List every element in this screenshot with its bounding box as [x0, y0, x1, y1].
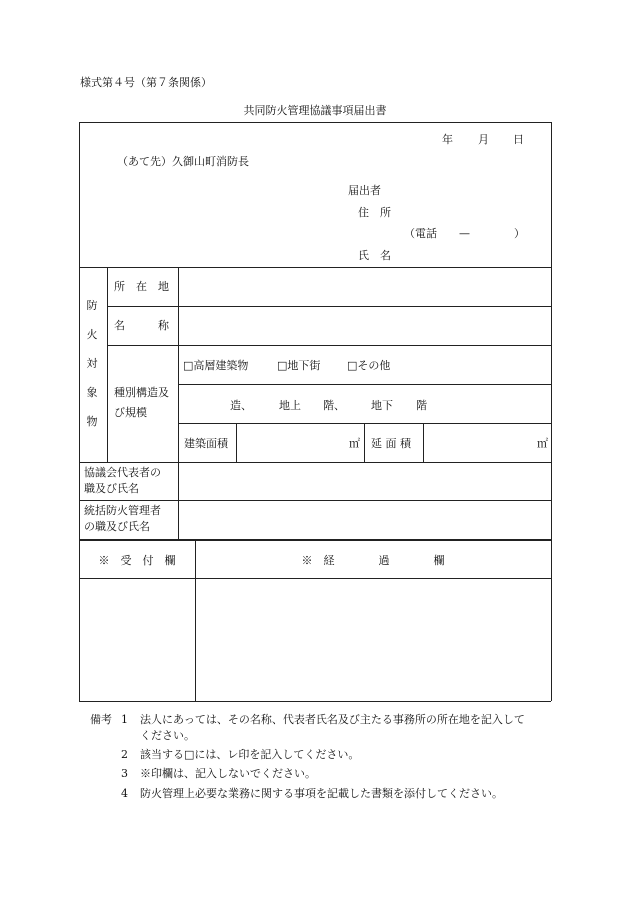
- applicant-label: 届出者: [348, 184, 381, 197]
- checkbox-underground[interactable]: □地下街: [277, 359, 321, 372]
- structure-floor-below: 階: [416, 399, 427, 412]
- checkbox-other[interactable]: □その他: [347, 359, 391, 372]
- structure-zou: 造、: [230, 399, 252, 412]
- structure-above: 地上: [279, 399, 301, 412]
- note-3: ※印欄は、記入しないでください。: [140, 767, 316, 780]
- reception-header: ※ 受 付 欄: [98, 554, 176, 567]
- note-2: 該当する□には、レ印を記入してください。: [140, 748, 360, 761]
- notes-prefix: 備考: [90, 713, 112, 726]
- total-area-label: 延 面 積: [371, 437, 411, 450]
- location-label: 所 在 地: [114, 280, 169, 293]
- structure-floor-above: 階、: [323, 399, 345, 412]
- applicant-address-label: 住 所: [358, 206, 391, 219]
- note-1-cont: ください。: [140, 729, 195, 742]
- page-title: 共同防火管理協議事項届出書: [243, 104, 387, 117]
- note-4: 防火管理上必要な業務に関する事項を記載した書類を添付してください。: [140, 787, 503, 800]
- total-area-unit: ㎡: [537, 437, 548, 450]
- applicant-phone: （電話 — ）: [404, 227, 525, 240]
- addressee: （あて先）久御山町消防長: [117, 155, 249, 168]
- structure-below: 地下: [371, 399, 393, 412]
- checkbox-high-rise[interactable]: □高層建築物: [183, 359, 249, 372]
- name-label: 名 称: [114, 319, 169, 332]
- building-area-unit: ㎡: [349, 437, 360, 450]
- note-1: 法人にあっては、その名称、代表者氏名及び主たる事務所の所在地を記入して: [140, 713, 525, 726]
- building-area-label: 建築面積: [184, 437, 228, 450]
- applicant-name-label: 氏 名: [358, 249, 391, 262]
- date-month: 月: [478, 133, 489, 146]
- date-day: 日: [513, 133, 524, 146]
- form-number: 様式第４号（第７条関係）: [80, 76, 212, 89]
- date-year: 年: [442, 133, 453, 146]
- progress-header: ※ 経 過 欄: [301, 554, 445, 567]
